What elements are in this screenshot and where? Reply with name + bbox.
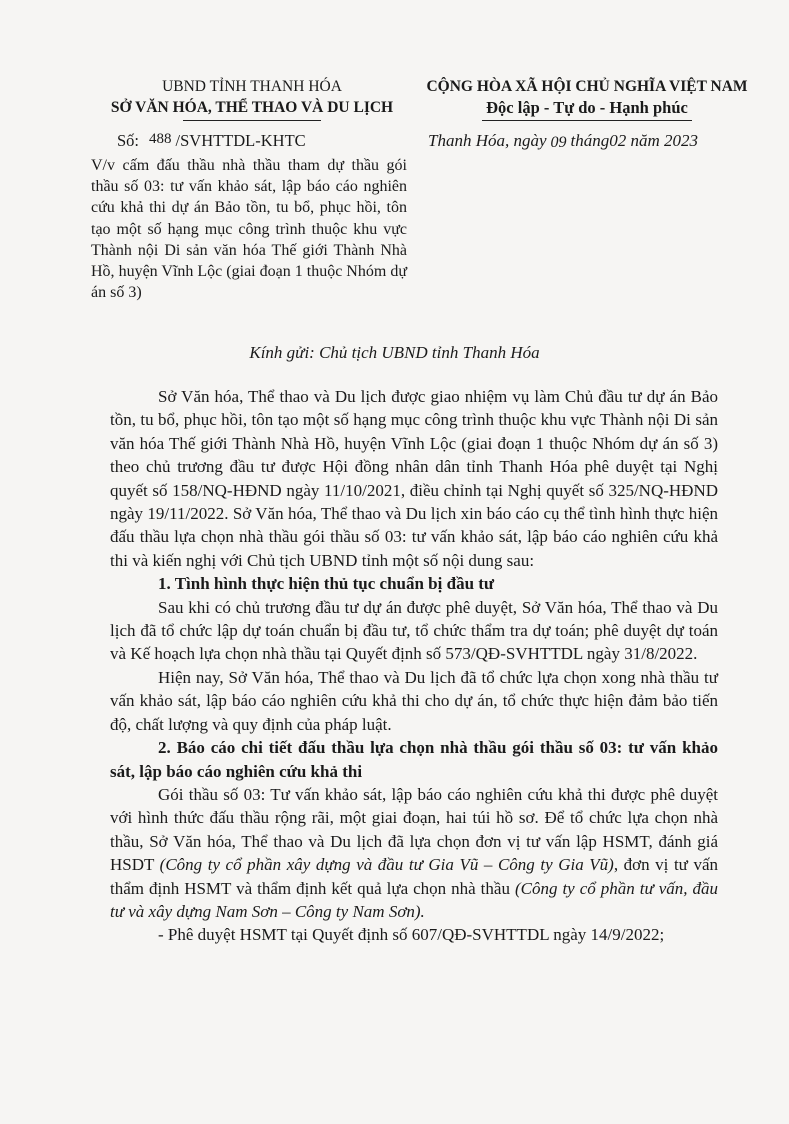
salutation: Kính gửi: Chủ tịch UBND tỉnh Thanh Hóa [249,343,540,362]
section-2-text-c: , đơn vị tư vấn thẩm định HSMT và thẩm định kết quả lựa chọn nhà thầu [110,855,718,898]
doc-number-suffix: /SVHTTDL-KHTC [175,131,306,150]
department-underline [183,120,321,121]
section-2-consultant-1: (Công ty cổ phần xây dựng và đầu tư Gia Vũ – Công ty Gia Vũ) [159,855,614,875]
section-1-paragraph-1: Sau khi có chủ trương đầu tư dự án được phê duyệt, Sở Văn hóa, Thể thao và Du lịch đã tổ chức lập dự toán chuẩn bị đầu tư, tổ chức thẩm tra dự toán; phê duyệt dự toán và Kế hoạch lựa chọn nhà thầu tại Quyết định số 573/QĐ-SVHTTDL ngày 31/8/2022. [110,597,718,664]
nation-name: CỘNG HÒA XÃ HỘI CHỦ NGHĨA VIỆT NAM [426,78,748,95]
intro-paragraph: Sở Văn hóa, Thể thao và Du lịch được giao nhiệm vụ làm Chủ đầu tư dự án Bảo tồn, tu bổ, phục hồi, tôn tạo một số hạng mục công trình thuộc khu vực Thành nội Di sản văn hóa Thế giới Thành Nhà Hồ, huyện Vĩnh Lộc (giai đoạn 1 thuộc Nhóm dự án số 3) theo chủ trương đầu tư được Hội đồng nhân dân tỉnh Thanh Hóa phê duyệt tại Nghị quyết số 158/NQ-HĐND ngày 11/10/2021, điều chỉnh tại Nghị quyết số 325/NQ-HĐND ngày 19/11/2022. Sở Văn hóa, Thể thao và Du lịch xin báo cáo cụ thể tình hình thực hiện đấu thầu lựa chọn nhà thầu gói thầu số 03: tư vấn khảo sát, lập báo cáo nghiên cứu khả thi và kiến nghị với Chủ tịch UBND tỉnh một số nội dung sau: [110,387,718,570]
province-committee-name: UBND TỈNH THANH HÓA [162,78,342,95]
section-2-paragraph-1 [110,783,718,923]
section-2-heading: 2. Báo cáo chi tiết đấu thầu lựa chọn nhà thầu gói thầu số 03: tư vấn khảo sát, lập báo cáo nghiên cứu khả thi [110,738,718,781]
doc-number-value: 488 [149,131,172,147]
month-label: tháng [570,131,610,150]
place-label: Thanh Hóa, ngày [428,131,547,150]
department-name: SỞ VĂN HÓA, THỂ THAO VÀ DU LỊCH [110,99,394,116]
year-label: năm 2023 [630,131,699,150]
subject-line: V/v cấm đấu thầu nhà thầu tham dự thầu gói thầu số 03: tư vấn khảo sát, lập báo cáo nghiên cứu khả thi dự án Bảo tồn, tu bổ, phục hồi, tôn tạo một số hạng mục công trình thuộc khu vực Thành nội Di sản văn hóa Thế giới Thành Nhà Hồ, huyện Vĩnh Lộc (giai đoạn 1 thuộc Nhóm dự án số 3) [91,157,407,302]
issuing-authority-block [92,76,412,121]
motto-underline [482,120,692,121]
month-value: 02 [609,131,627,150]
day-value: 09 [550,134,567,151]
national-header-block [412,76,762,121]
doc-number-prefix: Số: [117,131,140,150]
section-1-paragraph-2: Hiện nay, Sở Văn hóa, Thể thao và Du lịch đã tổ chức lựa chọn xong nhà thầu tư vấn khảo sát, lập báo cáo nghiên cứu khả thi cho dự án, tổ chức thực hiện đảm bảo tiến độ, chất lượng và quy định của pháp luật. [110,667,718,734]
section-2-consultant-2: (Công ty cổ phần tư vấn, đầu tư và xây dựng Nam Sơn – Công ty Nam Sơn). [110,878,719,921]
section-1-heading: 1. Tình hình thực hiện thủ tục chuẩn bị đầu tư [158,574,495,594]
bullet-item: - Phê duyệt HSMT tại Quyết định số 607/QĐ-SVHTTDL ngày 14/9/2022; [158,925,665,945]
national-motto: Độc lập - Tự do - Hạnh phúc [486,98,688,117]
document-number [117,131,306,151]
place-and-date [428,131,698,151]
document-body [110,385,718,947]
section-2-text-a: Gói thầu số 03: Tư vấn khảo sát, lập báo cáo nghiên cứu khả thi được phê duyệt với hình thức đấu thầu rộng rãi, một giai đoạn, hai túi hồ sơ. Để tổ chức lựa chọn nhà thầu, Sở Văn hóa, Thể thao và Du lịch đã lựa chọn đơn vị tư vấn lập HSMT, đánh giá HSDT [110,784,718,875]
